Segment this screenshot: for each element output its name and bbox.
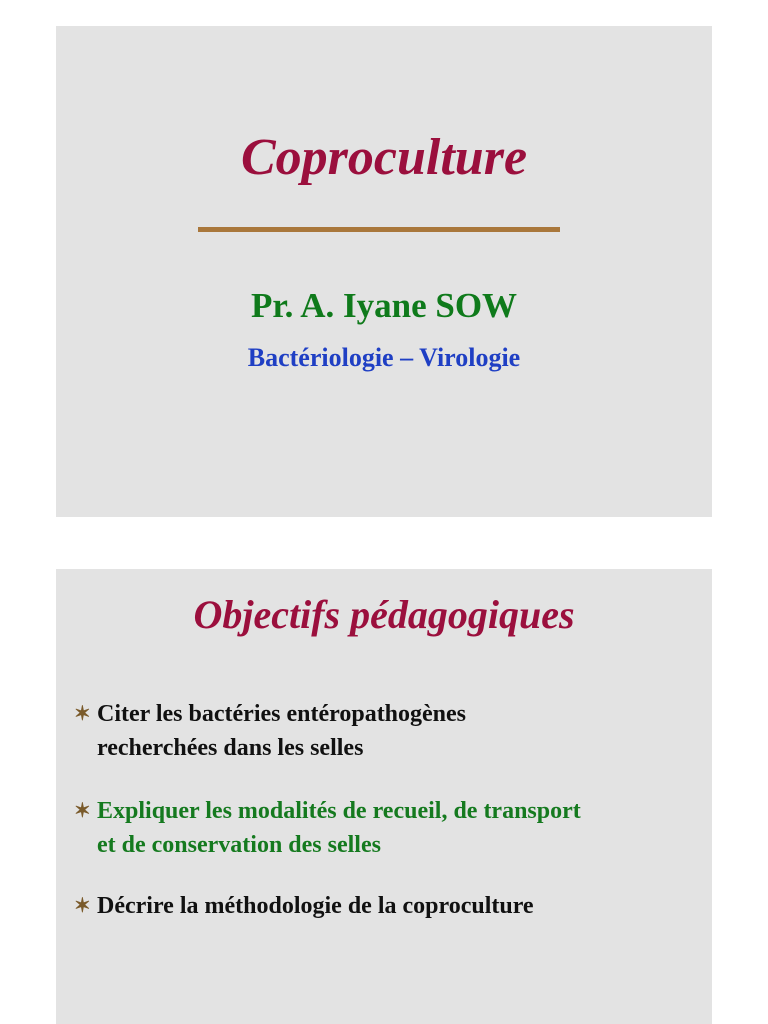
slide-title: Coproculture [240,129,528,186]
star-bullet-icon: ✶ [74,895,91,917]
bullet-line: Expliquer les modalités de recueil, de transport [97,798,581,824]
bullet-line: Citer les bactéries entéropathogènes [97,701,467,727]
department-name: Bactériologie – Virologie [247,343,521,372]
list-item [74,794,704,862]
bullet-line: recherchées dans les selles [97,735,364,761]
objectives-list [74,697,704,953]
list-item [74,697,704,765]
objectives-title: Objectifs pédagogiques [193,592,575,637]
star-bullet-icon: ✶ [74,703,91,725]
bullet-line: et de conservation des selles [97,832,381,858]
list-item [74,889,704,923]
author-name: Pr. A. Iyane SOW [250,286,518,325]
objectives-slide [56,569,712,1024]
title-slide [56,26,712,517]
star-bullet-icon: ✶ [74,800,91,822]
bullet-line: Décrire la méthodologie de la coproculture [97,893,534,919]
title-divider [198,227,560,232]
